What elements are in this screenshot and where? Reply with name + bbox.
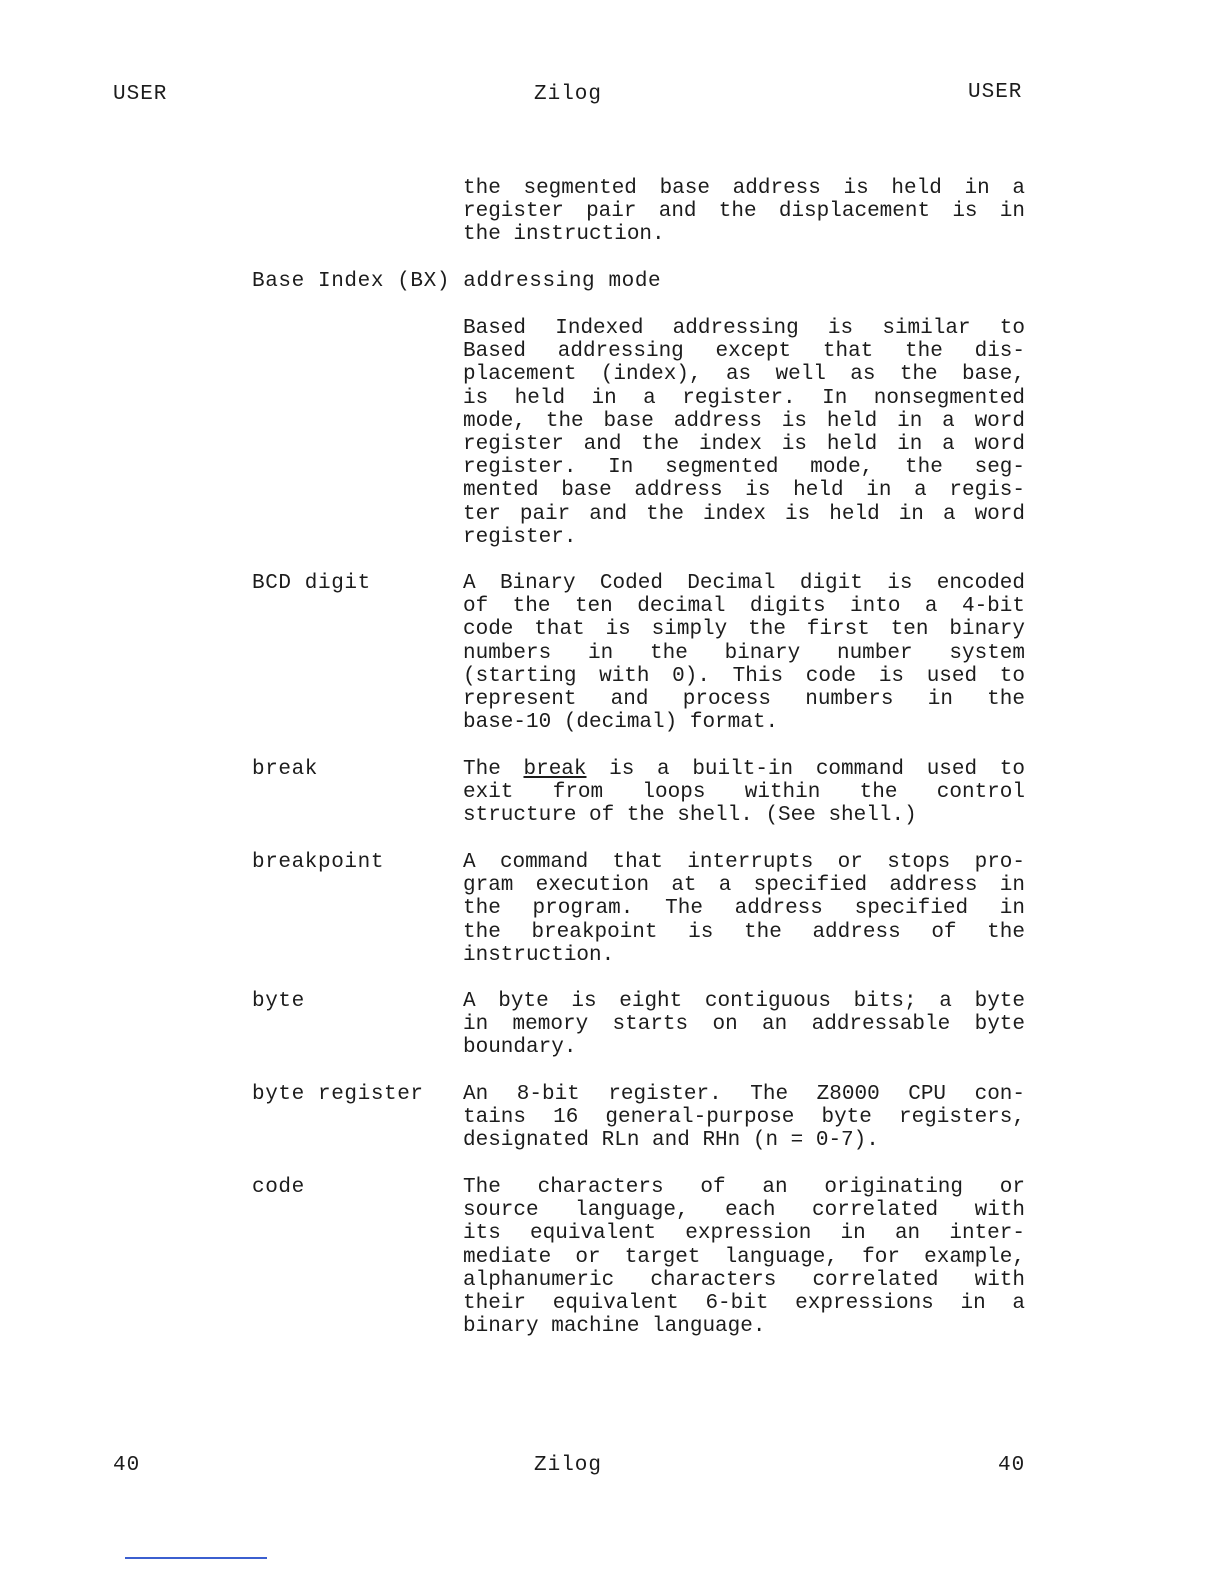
paragraph-line: is held in a register. In nonsegmented	[463, 386, 1025, 410]
paragraph-line: register. In segmented mode, the seg-	[463, 456, 1025, 480]
paragraph-line: ter pair and the index is held in a word	[463, 502, 1025, 526]
paragraph-line: the program. The address specified in	[463, 897, 1025, 921]
footer-center: Zilog	[534, 1454, 603, 1477]
paragraph-line: their equivalent 6-bit expressions in a	[463, 1292, 1025, 1316]
paragraph-line: binary machine language.	[463, 1315, 766, 1339]
definition-byte	[463, 990, 1025, 1060]
paragraph-line: exit from loops within the control	[463, 781, 1025, 805]
paragraph-line: designated RLn and RHn (n = 0-7).	[463, 1129, 879, 1153]
definition-break	[463, 758, 1025, 828]
paragraph-line: register.	[463, 525, 577, 549]
scan-artifact-line	[125, 1557, 267, 1559]
term-code: code	[252, 1176, 305, 1199]
paragraph-line: its equivalent expression in an inter-	[463, 1222, 1025, 1246]
paragraph-line: the breakpoint is the address of the	[463, 920, 1025, 944]
paragraph-line	[463, 758, 1025, 781]
paragraph-line: mented base address is held in a regis-	[463, 479, 1025, 503]
paragraph-line: tains 16 general-purpose byte registers,	[463, 1106, 1025, 1130]
page-number-left: 40	[113, 1454, 141, 1477]
term-bcd-digit: BCD digit	[252, 572, 371, 595]
section-subheading: Base Index (BX) addressing mode	[252, 270, 662, 293]
underlined-term: break	[523, 758, 587, 781]
paragraph-line: boundary.	[463, 1036, 577, 1060]
paragraph-line: The characters of an originating or	[463, 1176, 1025, 1199]
paragraph-line: A Binary Coded Decimal digit is encoded	[463, 572, 1025, 595]
header-left: USER	[113, 83, 168, 106]
paragraph-line: mediate or target language, for example,	[463, 1245, 1025, 1269]
paragraph-line: base-10 (decimal) format.	[463, 711, 779, 735]
term-breakpoint: breakpoint	[252, 851, 385, 874]
paragraph-line: gram execution at a specified address in	[463, 874, 1025, 898]
paragraph-line: of the ten decimal digits into a 4-bit	[463, 595, 1025, 619]
paragraph-line: A command that interrupts or stops pro-	[463, 851, 1025, 874]
paragraph-line: structure of the shell. (See shell.)	[463, 804, 917, 828]
paragraph-line: Based addressing except that the dis-	[463, 340, 1025, 364]
paragraph-line: source language, each correlated with	[463, 1199, 1025, 1223]
line-text: is a built-in command used to	[586, 758, 1025, 781]
paragraph-line: register pair and the displacement is in	[463, 200, 1025, 224]
paragraph-line: numbers in the binary number system	[463, 641, 1025, 665]
definition-code	[463, 1176, 1025, 1338]
paragraph-line: A byte is eight contiguous bits; a byte	[463, 990, 1025, 1013]
term-byte-register: byte register	[252, 1083, 424, 1106]
header-center: Zilog	[534, 83, 603, 106]
paragraph-line: mode, the base address is held in a word	[463, 409, 1025, 433]
definition-byte-register	[463, 1083, 1025, 1153]
paragraph-line: instruction.	[463, 943, 615, 967]
paragraph-line: in memory starts on an addressable byte	[463, 1013, 1025, 1037]
page-number-right: 40	[998, 1454, 1026, 1477]
paragraph-line: the segmented base address is held in a	[463, 177, 1025, 200]
paragraph-line: represent and process numbers in the	[463, 688, 1025, 712]
paragraph-line: the instruction.	[463, 223, 665, 247]
paragraph-line: Based Indexed addressing is similar to	[463, 317, 1025, 340]
paragraph-line: alphanumeric characters correlated with	[463, 1268, 1025, 1292]
paragraph-line: placement (index), as well as the base,	[463, 363, 1025, 387]
line-text: The	[463, 758, 524, 781]
paragraph-line: register and the index is held in a word	[463, 433, 1025, 457]
definition-bcd-digit	[463, 572, 1025, 734]
bx-definition	[463, 317, 1025, 549]
intro-paragraph	[463, 177, 1025, 247]
header-right: USER	[968, 81, 1023, 104]
paragraph-line: An 8-bit register. The Z8000 CPU con-	[463, 1083, 1025, 1106]
term-byte: byte	[252, 990, 305, 1013]
paragraph-line: (starting with 0). This code is used to	[463, 664, 1025, 688]
term-break: break	[252, 758, 319, 781]
paragraph-line: code that is simply the first ten binary	[463, 618, 1025, 642]
definition-breakpoint	[463, 851, 1025, 967]
